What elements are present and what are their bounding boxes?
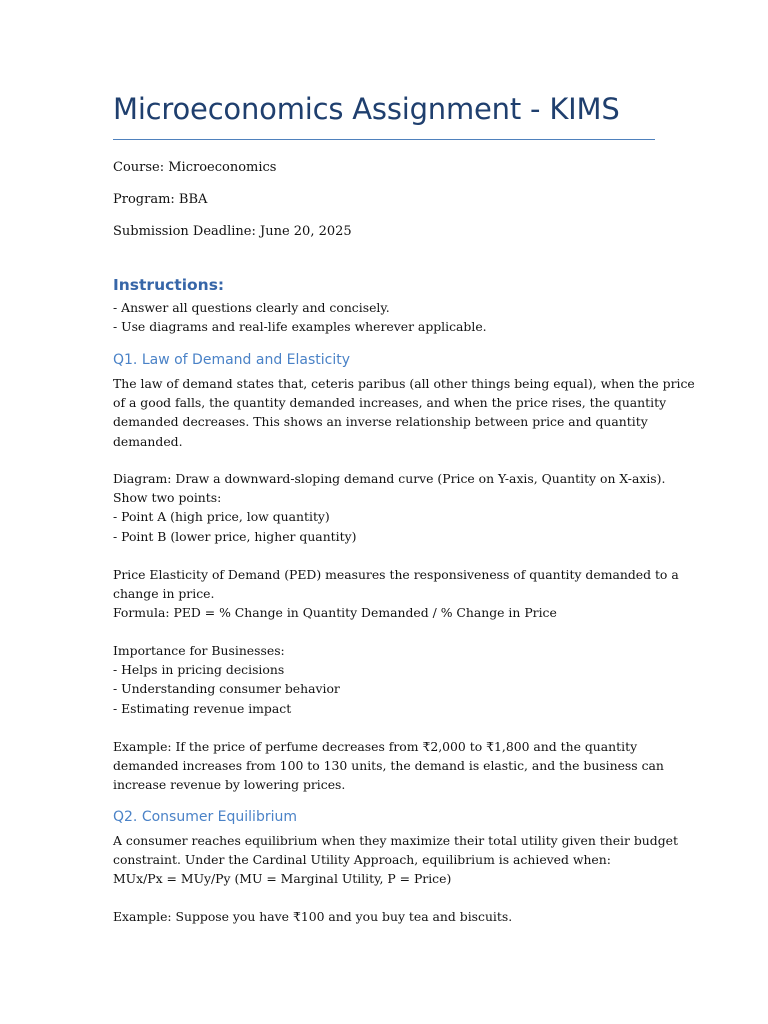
q1-ped: [113, 565, 679, 623]
instruction-item: - Use diagrams and real-life examples wherever applicable.: [113, 319, 487, 335]
text-line: increase revenue by lowering prices.: [113, 777, 346, 793]
q1-importance: [113, 641, 658, 718]
q1-heading: Q1. Law of Demand and Elasticity: [113, 352, 351, 368]
text-line: Importance for Businesses:: [113, 643, 285, 658]
text-line: Formula: PED = % Change in Quantity Demanded / % Change in Price: [113, 605, 557, 621]
document-title: Microeconomics Assignment - KIMS: [113, 92, 620, 126]
text-line: MUx/Px = MUy/Py (MU = Marginal Utility, P = Price): [113, 871, 452, 887]
q1-example: [113, 737, 664, 795]
text-line: Price Elasticity of Demand (PED) measures the responsiveness of quantity demanded to a: [113, 567, 679, 582]
q1-definition: [113, 374, 695, 451]
text-line: Example: Suppose you have ₹100 and you buy tea and biscuits.: [113, 909, 513, 924]
deadline-line: Submission Deadline: June 20, 2025: [113, 224, 352, 239]
q2-heading: Q2. Consumer Equilibrium: [113, 809, 297, 825]
text-line: Diagram: Draw a downward-sloping demand curve (Price on Y-axis, Quantity on X-axis).: [113, 471, 666, 486]
text-line: change in price.: [113, 586, 215, 602]
text-line: demanded.: [113, 433, 183, 449]
text-line: demanded increases from 100 to 130 units, the demand is elastic, and the business can: [113, 758, 664, 774]
text-line: A consumer reaches equilibrium when they maximize their total utility given their budget: [113, 833, 678, 848]
q2-example: [113, 907, 658, 926]
text-line: - Estimating revenue impact: [113, 700, 292, 716]
q2-definition: [113, 831, 678, 889]
text-line: - Point A (high price, low quantity): [113, 509, 330, 525]
text-line: of a good falls, the quantity demanded increases, and when the price rises, the quantity: [113, 395, 667, 411]
q1-diagram: [113, 469, 666, 546]
title-underline: [113, 139, 655, 140]
instructions-list: [113, 298, 658, 336]
program-line: Program: BBA: [113, 192, 208, 207]
text-line: demanded decreases. This shows an inverse relationship between price and quantity: [113, 414, 648, 430]
text-line: Show two points:: [113, 490, 222, 506]
course-line: Course: Microeconomics: [113, 160, 277, 175]
text-line: - Helps in pricing decisions: [113, 662, 285, 678]
instructions-heading: Instructions:: [113, 276, 225, 294]
text-line: constraint. Under the Cardinal Utility Approach, equilibrium is achieved when:: [113, 852, 611, 868]
text-line: - Point B (lower price, higher quantity): [113, 528, 357, 544]
text-line: - Understanding consumer behavior: [113, 681, 340, 697]
instruction-item: - Answer all questions clearly and concisely.: [113, 300, 390, 315]
text-line: The law of demand states that, ceteris paribus (all other things being equal), when the price: [113, 376, 695, 391]
text-line: Example: If the price of perfume decreases from ₹2,000 to ₹1,800 and the quantity: [113, 739, 638, 754]
